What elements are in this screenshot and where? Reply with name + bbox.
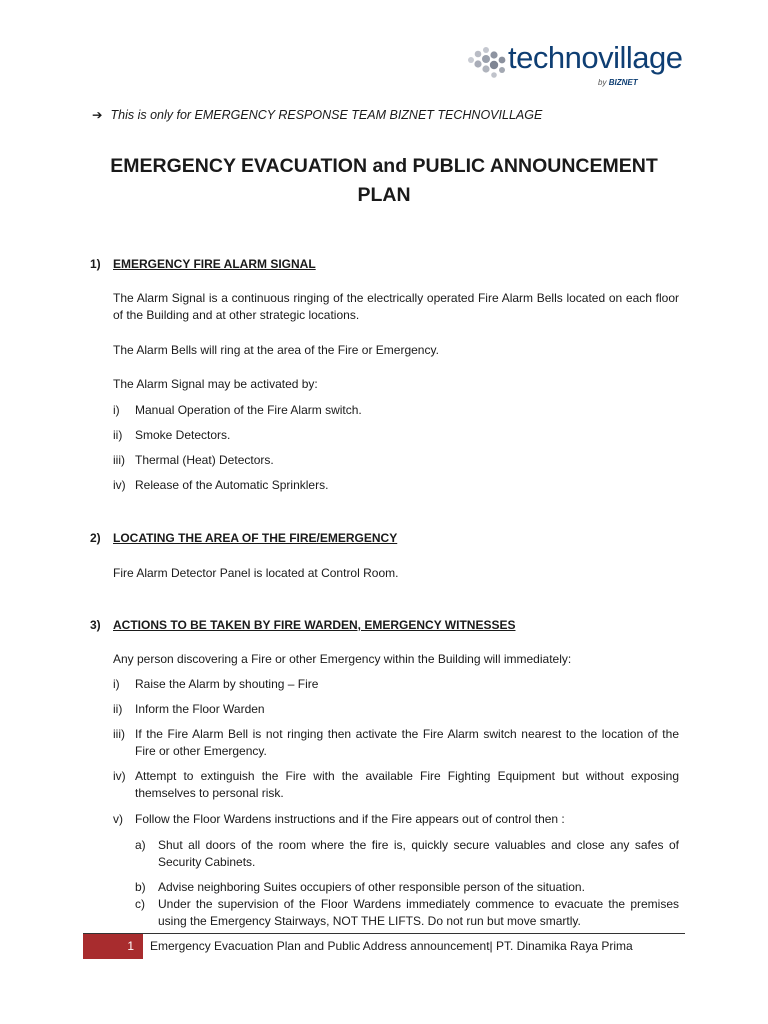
footer-text: Emergency Evacuation Plan and Public Address announcement| PT. Dinamika Raya Prima xyxy=(150,939,633,953)
company-logo xyxy=(466,40,686,92)
paragraph: The Alarm Signal may be activated by: xyxy=(113,377,318,391)
paragraph: The Alarm Signal is a continuous ringing of the electrically operated Fire Alarm Bells located on each floor of the Building and at other strategic locations. xyxy=(113,291,679,322)
logo-wordmark: technovillage xyxy=(508,40,683,75)
arrow-right-icon: ➔ xyxy=(92,108,103,122)
page-number: 1 xyxy=(83,934,143,959)
paragraph: Fire Alarm Detector Panel is located at Control Room. xyxy=(113,566,399,580)
logo-byline: by BIZNET xyxy=(598,78,638,87)
document-title: EMERGENCY EVACUATION and PUBLIC ANNOUNCEMENT PLAN xyxy=(110,155,658,206)
paragraph: Any person discovering a Fire or other Emergency within the Building will immediately: xyxy=(113,652,572,666)
dots-logo-icon xyxy=(466,46,506,80)
audience-notice: ➔ This is only for EMERGENCY RESPONSE TEAM BIZNET TECHNOVILLAGE xyxy=(92,108,543,122)
paragraph: The Alarm Bells will ring at the area of the Fire or Emergency. xyxy=(113,343,439,357)
